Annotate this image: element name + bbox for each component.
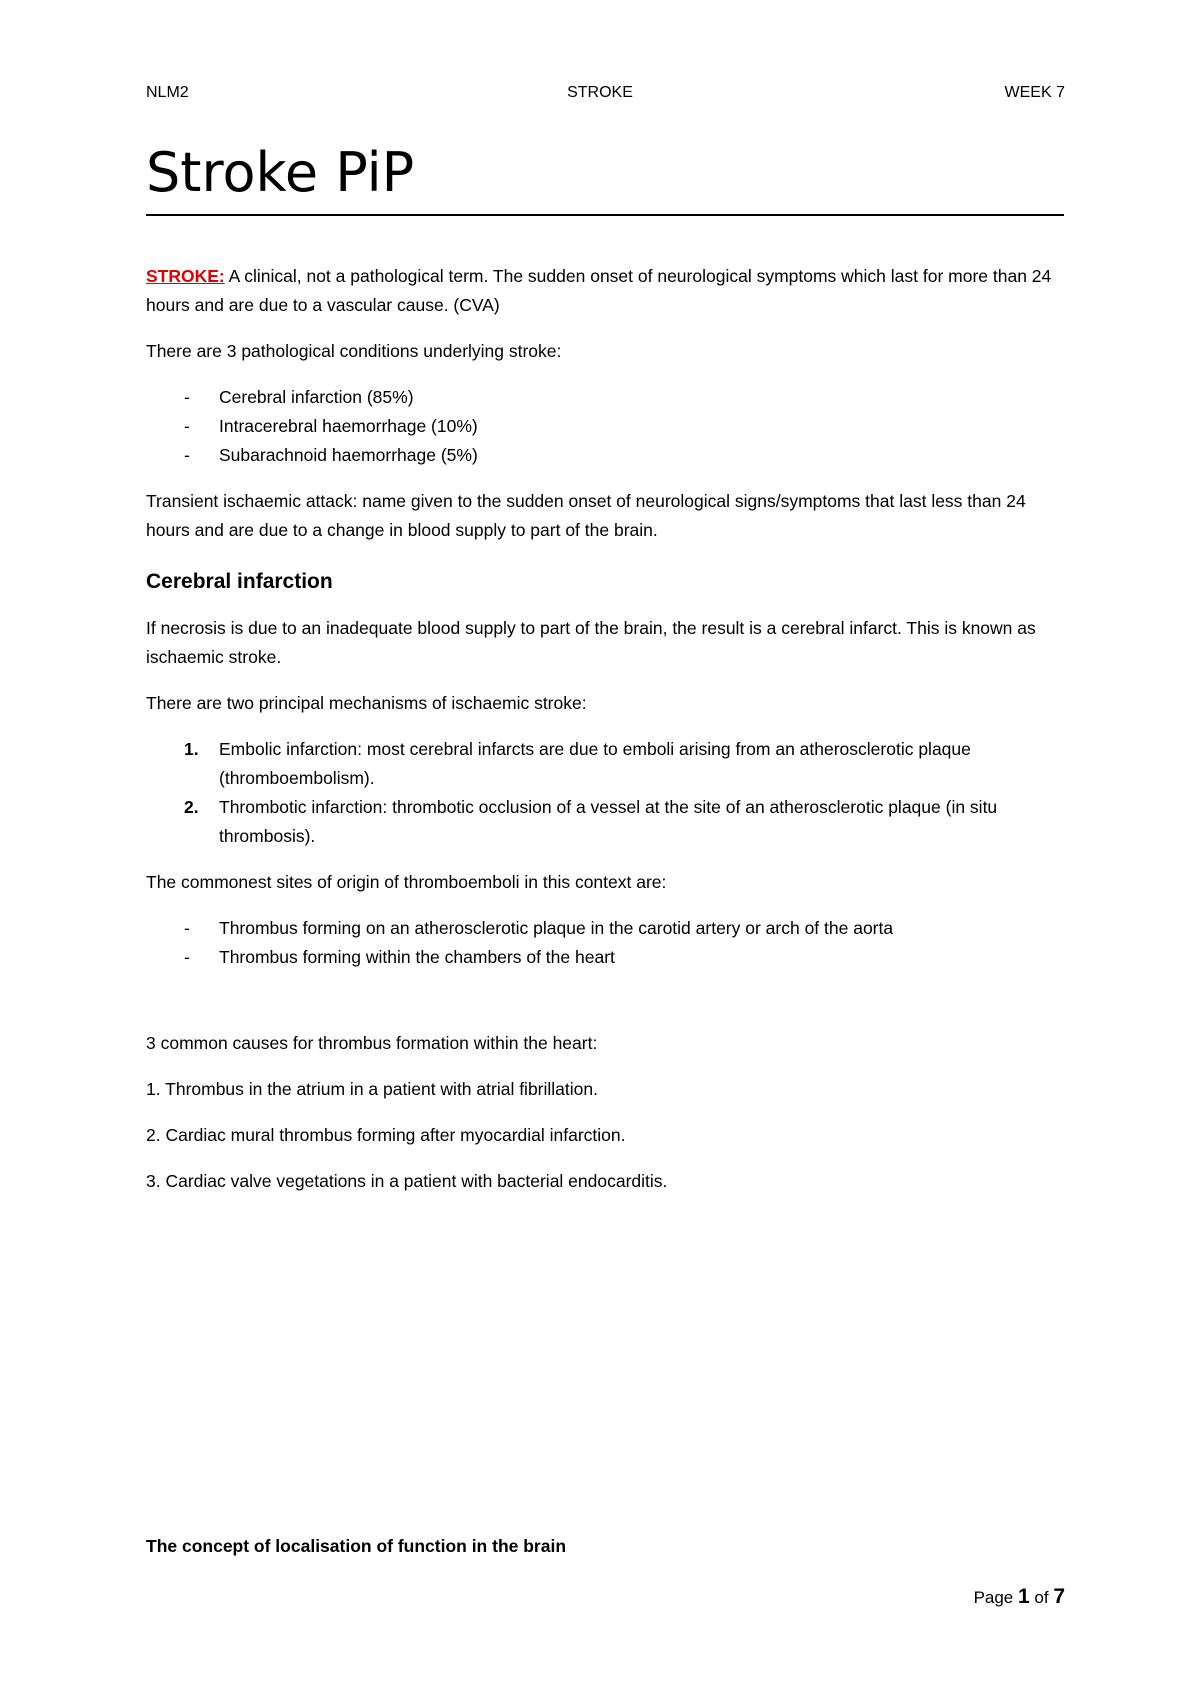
list-number: 1. — [184, 739, 199, 759]
document-body — [146, 262, 1066, 1213]
list-item: - Cerebral infarction (85%) — [146, 383, 1066, 412]
causes-intro: 3 common causes for thrombus formation within the heart: — [146, 1033, 598, 1053]
section-heading: Cerebral infarction — [146, 570, 333, 593]
cause-item: 2. Cardiac mural thrombus forming after myocardial infarction. — [146, 1125, 626, 1145]
sites-intro: The commonest sites of origin of thromboemboli in this context are: — [146, 872, 667, 892]
page-total: 7 — [1053, 1585, 1065, 1608]
list-item-text: Thrombotic infarction: thrombotic occlusion of a vessel at the site of an atherosclerotic plaque (in situ thrombosis). — [219, 797, 998, 846]
page-number: 1 — [1018, 1585, 1030, 1608]
cause-item: 3. Cardiac valve vegetations in a patient with bacterial endocarditis. — [146, 1171, 668, 1191]
sites-list — [146, 914, 1066, 972]
page-word: Page — [973, 1588, 1018, 1607]
of-word: of — [1029, 1588, 1054, 1607]
stroke-label: STROKE: — [146, 266, 225, 286]
cause-item: 1. Thrombus in the atrium in a patient with atrial fibrillation. — [146, 1079, 598, 1099]
page-title: Stroke PiP — [146, 140, 1064, 216]
conditions-intro: There are 3 pathological conditions underlying stroke: — [146, 341, 562, 361]
list-item-text: Embolic infarction: most cerebral infarcts are due to emboli arising from an atherosclerotic plaque (thromboembolism). — [219, 739, 971, 788]
list-item: - Thrombus forming within the chambers of the heart — [146, 943, 1066, 972]
list-item: - Subarachnoid haemorrhage (5%) — [146, 441, 1066, 470]
conditions-list — [146, 383, 1066, 470]
list-item — [146, 793, 1066, 851]
list-item — [146, 735, 1066, 793]
mechanisms-intro: There are two principal mechanisms of ischaemic stroke: — [146, 693, 587, 713]
spacer — [146, 989, 1066, 1029]
tia-definition: Transient ischaemic attack: name given to the sudden onset of neurological signs/symptoms that last less than 24 hours and are due to a change in blood supply to part of the brain. — [146, 491, 1026, 540]
bottom-heading: The concept of localisation of function in the brain — [146, 1536, 567, 1556]
stroke-definition-text: A clinical, not a pathological term. The sudden onset of neurological symptoms which last for more than 24 hours and are due to a vascular cause. (CVA) — [146, 266, 1052, 315]
list-item: - Intracerebral haemorrhage (10%) — [146, 412, 1066, 441]
necrosis-paragraph: If necrosis is due to an inadequate blood supply to part of the brain, the result is a cerebral infarct. This is known as ischaemic stroke. — [146, 618, 1036, 667]
page-footer — [974, 1585, 1065, 1609]
stroke-definition — [146, 262, 1066, 320]
header-center: STROKE — [567, 84, 633, 101]
list-item: - Thrombus forming on an atherosclerotic plaque in the carotid artery or arch of the aorta — [146, 914, 1066, 943]
header-left: NLM2 — [146, 84, 189, 101]
list-number: 2. — [184, 797, 199, 817]
mechanisms-list — [146, 735, 1066, 851]
header-right: WEEK 7 — [1004, 84, 1065, 101]
